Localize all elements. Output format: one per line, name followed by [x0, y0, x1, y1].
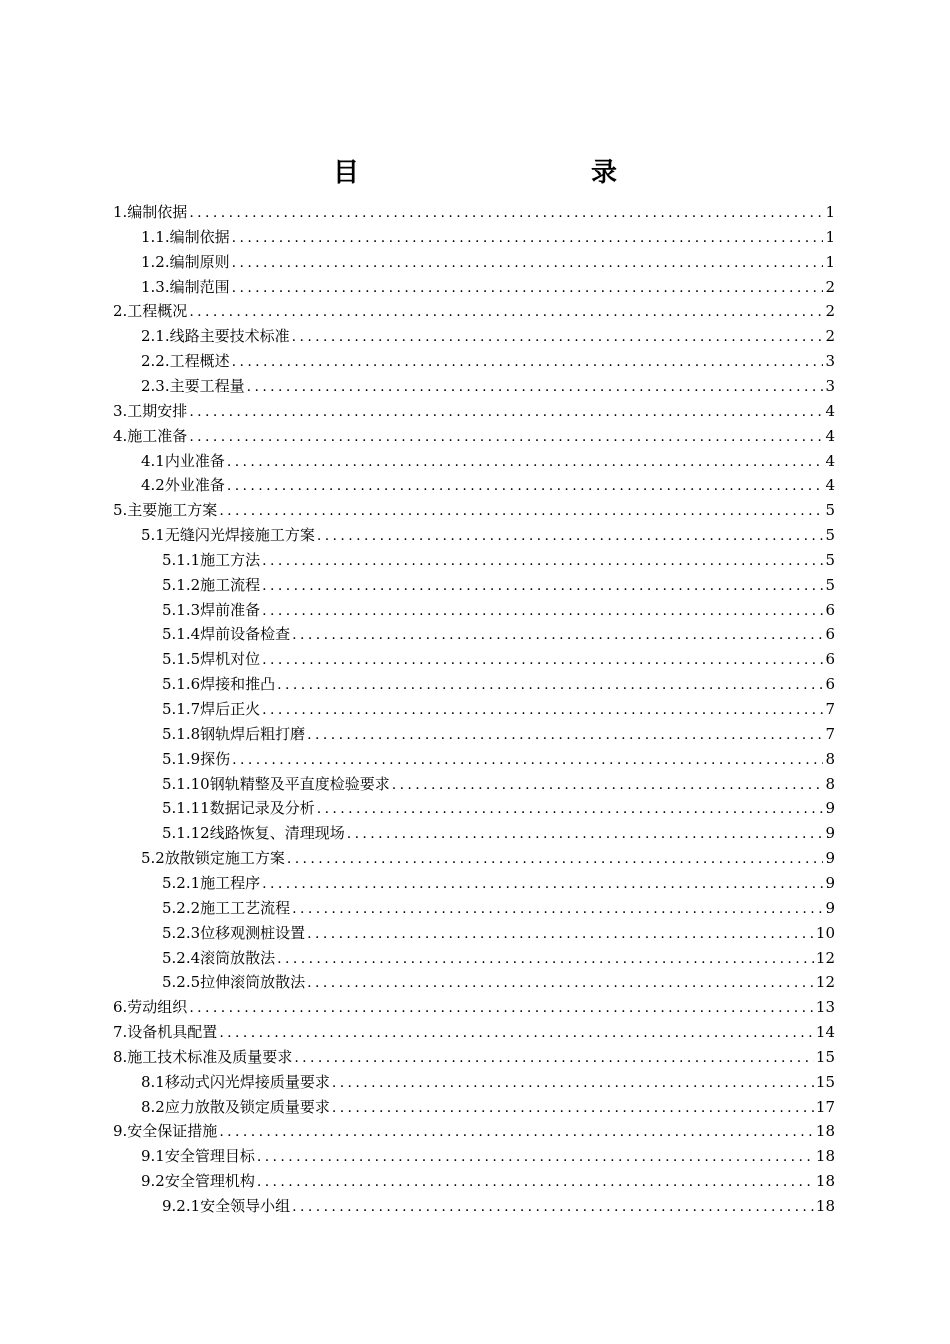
toc-entry[interactable]: [141, 349, 835, 374]
toc-dot-leader: [292, 1195, 814, 1219]
toc-entry-page: 12: [815, 973, 835, 992]
toc-dot-leader: [189, 996, 814, 1020]
toc-entry-page: 5: [825, 526, 835, 545]
toc-dot-leader: [277, 673, 823, 697]
toc-dot-leader: [262, 574, 823, 598]
toc-entry-page: 8: [825, 749, 835, 768]
toc-dot-leader: [262, 698, 823, 722]
toc-dot-leader: [332, 1096, 814, 1120]
toc-entry[interactable]: [162, 896, 835, 921]
toc-entry-text: 9.安全保证措施: [113, 1122, 218, 1141]
toc-entry-text: 9.2安全管理机构: [141, 1172, 255, 1191]
toc-entry-text: 5.1.5焊机对位: [162, 650, 261, 669]
toc-entry[interactable]: [162, 573, 835, 598]
toc-dot-leader: [219, 1021, 814, 1045]
toc-entry-page: 9: [825, 873, 835, 892]
toc-entry-text: 2.2.工程概述: [141, 352, 230, 371]
toc-entry-text: 9.2.1安全领导小组: [162, 1197, 291, 1215]
toc-dot-leader: [189, 300, 823, 324]
toc-entry[interactable]: [141, 275, 835, 300]
toc-entry-text: 1.编制依据: [113, 203, 188, 221]
toc-entry-text: 6.劳动组织: [113, 998, 188, 1017]
toc-entry[interactable]: [162, 821, 835, 846]
toc-entry-text: 8.2应力放散及锁定质量要求: [141, 1097, 330, 1116]
toc-entry[interactable]: [141, 324, 835, 349]
toc-entry-page: 9: [825, 799, 835, 818]
toc-entry-text: 7.设备机具配置: [113, 1023, 218, 1042]
toc-entry-page: 17: [815, 1097, 835, 1116]
toc-entry[interactable]: [113, 1045, 835, 1070]
toc-entry-page: 3: [825, 376, 835, 395]
toc-entry-text: 4.1内业准备: [141, 451, 225, 470]
toc-entry-text: 5.1.3焊前准备: [162, 600, 261, 619]
toc-dot-leader: [317, 797, 824, 821]
toc-entry-text: 5.1.7焊后正火: [162, 700, 261, 718]
toc-entry[interactable]: [141, 846, 835, 871]
toc-entry-page: 4: [825, 401, 835, 420]
toc-entry[interactable]: [162, 1194, 835, 1219]
toc-entry-page: 15: [815, 1047, 835, 1066]
toc-entry-page: 18: [815, 1147, 835, 1166]
toc-entry-page: 6: [825, 600, 835, 619]
toc-entry-text: 5.2.5拉伸滚筒放散法: [162, 973, 306, 992]
toc-entry-text: 5.2.3位移观测桩设置: [162, 923, 306, 942]
toc-entry-text: 5.1.9探伤: [162, 749, 231, 768]
toc-dot-leader: [307, 971, 814, 995]
toc-entry-text: 8.1移动式闪光焊接质量要求: [141, 1072, 330, 1091]
toc-entry-text: 2.1.线路主要技术标准: [141, 327, 290, 346]
toc-dot-leader: [232, 350, 824, 374]
toc-entry[interactable]: [113, 424, 835, 449]
toc-entry-text: 3.工期安排: [113, 401, 188, 420]
toc-entry[interactable]: [113, 200, 835, 225]
toc-dot-leader: [232, 226, 824, 250]
toc-entry-page: 5: [825, 575, 835, 594]
toc-entry[interactable]: [162, 772, 835, 797]
toc-dot-leader: [392, 773, 824, 797]
toc-dot-leader: [227, 474, 824, 498]
toc-entry-page: 8: [825, 774, 835, 793]
toc-entry[interactable]: [162, 921, 835, 946]
toc-dot-leader: [219, 1120, 814, 1144]
toc-dot-leader: [277, 947, 814, 971]
toc-entry[interactable]: [162, 722, 835, 747]
toc-entry-text: 5.2放散锁定施工方案: [141, 849, 285, 868]
toc-entry-text: 2.3.主要工程量: [141, 376, 245, 395]
toc-entry-page: 9: [825, 824, 835, 843]
toc-entry-text: 5.2.4滚筒放散法: [162, 948, 276, 967]
toc-dot-leader: [189, 400, 823, 424]
toc-dot-leader: [189, 425, 823, 449]
toc-entry-page: 14: [815, 1023, 835, 1042]
toc-entry[interactable]: [162, 796, 835, 821]
toc-entry-page: 3: [825, 352, 835, 371]
toc-title: 目 录: [332, 158, 677, 188]
toc-entry[interactable]: [113, 995, 835, 1020]
toc-dot-leader: [247, 375, 824, 399]
toc-dot-leader: [257, 1145, 814, 1169]
toc-entry-page: 4: [825, 476, 835, 495]
toc-entry-text: 5.1.1施工方法: [162, 550, 261, 569]
toc-entry-text: 5.2.1施工程序: [162, 873, 261, 892]
toc-entry[interactable]: [162, 946, 835, 971]
toc-entry-page: 2: [825, 302, 835, 321]
toc-entry-page: 4: [825, 451, 835, 470]
toc-dot-leader: [287, 847, 824, 871]
toc-entry-text: 4.2外业准备: [141, 476, 225, 495]
toc-entry-page: 2: [825, 327, 835, 346]
toc-entry[interactable]: [141, 374, 835, 399]
toc-entry-page: 1: [825, 227, 835, 246]
toc-dot-leader: [347, 822, 824, 846]
toc-entry-page: 6: [825, 650, 835, 669]
toc-entry-page: 9: [825, 898, 835, 917]
toc-entry-text: 5.1.2施工流程: [162, 575, 261, 594]
toc-dot-leader: [292, 897, 823, 921]
toc-entry-text: 1.3.编制范围: [141, 277, 230, 296]
toc-dot-leader: [332, 1071, 814, 1095]
toc-entry-page: 9: [825, 849, 835, 868]
toc-entry-text: 5.1.11数据记录及分析: [162, 799, 315, 818]
toc-entry[interactable]: [162, 647, 835, 672]
toc-entry-text: 5.1.10钢轨精整及平直度检验要求: [162, 774, 390, 793]
toc-entry-text: 5.1.12线路恢复、清理现场: [162, 824, 345, 843]
toc-entry-text: 5.2.2施工工艺流程: [162, 898, 291, 917]
toc-entry[interactable]: [162, 970, 835, 995]
toc-dot-leader: [262, 599, 823, 623]
toc-entry[interactable]: [141, 1144, 835, 1169]
toc-entry-page: 1: [825, 203, 835, 221]
toc-entry-page: 5: [825, 550, 835, 569]
toc-entry-page: 10: [815, 923, 835, 942]
toc-dot-leader: [219, 499, 823, 523]
toc-entry-text: 5.1.6焊接和推凸: [162, 675, 276, 694]
toc-entry-page: 18: [815, 1122, 835, 1141]
toc-entry[interactable]: [113, 399, 835, 424]
toc-dot-leader: [232, 276, 824, 300]
toc-dot-leader: [262, 872, 823, 896]
toc-entry-text: 8.施工技术标准及质量要求: [113, 1047, 293, 1066]
toc-entry-page: 7: [825, 700, 835, 718]
toc-dot-leader: [189, 201, 823, 225]
toc-dot-leader: [262, 549, 823, 573]
toc-dot-leader: [307, 922, 814, 946]
toc-dot-leader: [292, 623, 823, 647]
toc-dot-leader: [257, 1170, 814, 1194]
toc-entry-text: 5.1无缝闪光焊接施工方案: [141, 526, 315, 545]
toc-entry[interactable]: [113, 1119, 835, 1144]
toc-entry[interactable]: [141, 250, 835, 275]
toc-entry[interactable]: [141, 449, 835, 474]
toc-entry-text: 5.主要施工方案: [113, 501, 218, 520]
toc-entry-page: 12: [815, 948, 835, 967]
toc-entry-text: 5.1.4焊前设备检查: [162, 625, 291, 644]
toc-entry[interactable]: [141, 225, 835, 250]
toc-entry[interactable]: [141, 473, 835, 498]
toc-entry-text: 4.施工准备: [113, 426, 188, 445]
toc-entry[interactable]: [162, 598, 835, 623]
toc-dot-leader: [232, 748, 823, 772]
toc-entry-text: 1.1.编制依据: [141, 227, 230, 246]
toc-entry[interactable]: [162, 548, 835, 573]
toc-entry[interactable]: [113, 299, 835, 324]
toc-entry-text: 9.1安全管理目标: [141, 1147, 255, 1166]
toc-entry-text: 2.工程概况: [113, 302, 188, 321]
toc-dot-leader: [227, 450, 824, 474]
toc-entry-page: 5: [825, 501, 835, 520]
toc-dot-leader: [307, 723, 823, 747]
toc-entry[interactable]: [141, 1070, 835, 1095]
toc-entry[interactable]: [162, 697, 835, 722]
toc-entry-page: 4: [825, 426, 835, 445]
toc-entry-page: 18: [815, 1197, 835, 1215]
toc-entry-text: 1.2.编制原则: [141, 252, 230, 271]
toc-entry[interactable]: [141, 1095, 835, 1120]
toc-entry[interactable]: [113, 1020, 835, 1045]
toc-entry-text: 5.1.8钢轨焊后粗打磨: [162, 724, 306, 743]
toc-dot-leader: [262, 648, 823, 672]
toc-entry-page: 1: [825, 252, 835, 271]
toc-entry[interactable]: [113, 498, 835, 523]
toc-entry-page: 15: [815, 1072, 835, 1091]
toc-entry-page: 6: [825, 625, 835, 644]
toc-entry-page: 13: [815, 998, 835, 1017]
toc-entry[interactable]: [162, 672, 835, 697]
toc-entry[interactable]: [141, 1169, 835, 1194]
toc-entry[interactable]: [141, 523, 835, 548]
toc-entry-page: 6: [825, 675, 835, 694]
toc-dot-leader: [294, 1046, 814, 1070]
toc-entry[interactable]: [162, 747, 835, 772]
toc-dot-leader: [232, 251, 824, 275]
toc-dot-leader: [292, 325, 824, 349]
toc-dot-leader: [317, 524, 824, 548]
toc-entry[interactable]: [162, 622, 835, 647]
toc-entry-page: 2: [825, 277, 835, 296]
toc-entry[interactable]: [162, 871, 835, 896]
toc-entry-page: 18: [815, 1172, 835, 1191]
toc-entry-page: 7: [825, 724, 835, 743]
